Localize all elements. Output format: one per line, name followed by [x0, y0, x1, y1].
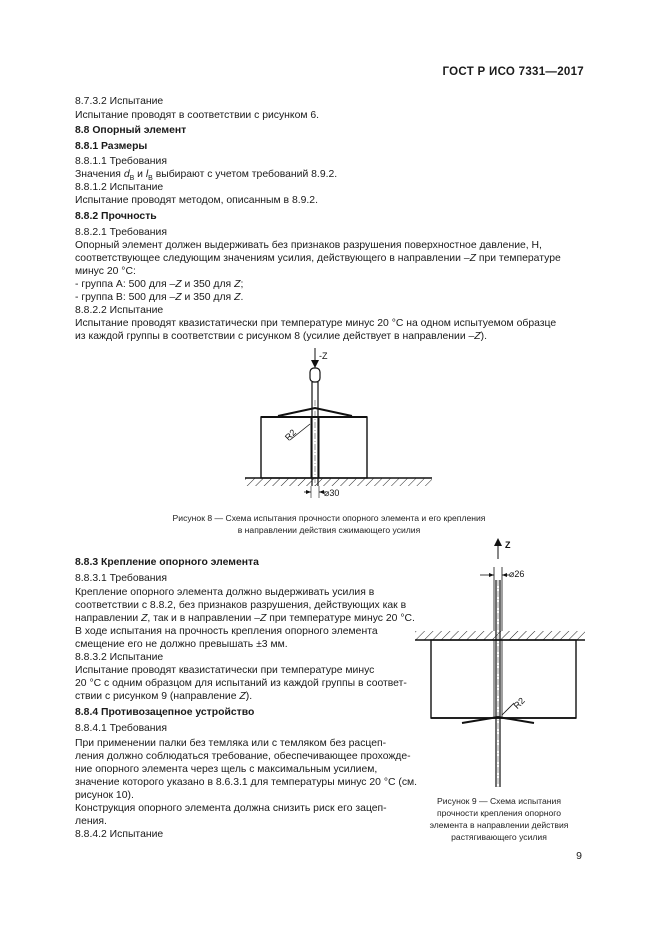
section-8-8-1-1-text: Значения $d_B$ и $l_B$ выбирают с учетом требований 8.9.2.	[75, 169, 338, 183]
section-8-8-3-2-line3: ствии с рисунком 9 (направление Z).	[75, 691, 253, 702]
section-8-8-4-2-title: 8.8.4.2 Испытание	[75, 829, 164, 840]
section-8-8-4-1-title: 8.8.4.1 Требования	[75, 723, 167, 734]
section-8-8-1-title: 8.8.1 Размеры	[75, 141, 148, 152]
figure-8-caption-line2: в направлении действия сжимающего усилия	[237, 525, 421, 535]
section-8-8-3-1-line2: соответствии с 8.8.2, без признаков разрушения, действующих как в	[75, 600, 407, 611]
section-8-8-3-1-line1: Крепление опорного элемента должно выдерживать усилия в	[75, 587, 375, 598]
section-8-8-4-1-line6: Конструкция опорного элемента должна снизить риск его зацеп-	[75, 803, 387, 814]
force-label: Z	[505, 540, 511, 550]
figure-9-caption-line4: растягивающего усилия	[451, 832, 547, 842]
force-arrow-head	[311, 360, 319, 368]
section-8-8-2-2-line1: Испытание проводят квазистатически при температуре минус 20 °C на одном испытуемом образце	[75, 318, 557, 329]
figure-9-diagram	[410, 535, 590, 795]
section-8-8-3-1-title: 8.8.3.1 Требования	[75, 573, 167, 584]
diameter-label: ⌀26	[509, 569, 525, 579]
figure-8-diagram	[240, 340, 440, 510]
section-8-8-4-1-line5: рисунок 10).	[75, 790, 134, 801]
section-8-8-2-1-line2: соответствующее следующим значениям усилия, действующего в направлении –Z при температуре	[75, 253, 561, 264]
section-8-8-1-1-title: 8.8.1.1 Требования	[75, 156, 167, 167]
section-8-8-3-1-line5: смещение его не должно превышать ±3 мм.	[75, 639, 288, 650]
test-box	[431, 640, 576, 718]
section-8-8-4-1-line7: ления.	[75, 816, 107, 827]
section-8-8-4-1-line2: ления должно соблюдаться требование, обеспечивающее прохожде-	[75, 751, 411, 762]
test-box	[261, 417, 367, 478]
force-label: -Z	[319, 351, 328, 361]
section-8-8-4-1-line1: При применении палки без темляка или с темляком без расцеп-	[75, 738, 387, 749]
section-8-8-1-2-text: Испытание проводят методом, описанным в 8.9.2.	[75, 195, 318, 206]
section-8-8-2-title: 8.8.2 Прочность	[75, 211, 157, 222]
section-8-8-3-1-line3: направлении Z, так и в направлении –Z при температуре минус 20 °C.	[75, 613, 415, 624]
figure-9-caption-line2: прочности крепления опорного	[436, 808, 562, 818]
document-header: ГОСТ Р ИСО 7331—2017	[442, 66, 584, 78]
section-8-7-3-2-title: 8.7.3.2 Испытание	[75, 96, 164, 107]
section-8-8-3-1-line4: В ходе испытания на прочность крепления опорного элемента	[75, 626, 378, 637]
section-8-8-1-2-title: 8.8.1.2 Испытание	[75, 182, 164, 193]
section-8-8-4-1-line3: ние опорного элемента через щель с максимальным усилием,	[75, 764, 378, 775]
section-8-8-3-title: 8.8.3 Крепление опорного элемента	[75, 557, 259, 568]
section-8-8-3-2-line2: 20 °C с одним образцом для испытаний из каждой группы в соответ-	[75, 678, 407, 689]
section-8-8-4-title: 8.8.4 Противозацепное устройство	[75, 707, 255, 718]
group-a-item: - группа A: 500 для –Z и 350 для Z;	[75, 279, 244, 290]
figure-9-caption-line3: элемента в направлении действия	[429, 820, 569, 830]
page-number: 9	[576, 850, 582, 862]
figure-9-caption-line1: Рисунок 9 — Схема испытания	[437, 796, 561, 806]
section-8-8-2-1-title: 8.8.2.1 Требования	[75, 227, 167, 238]
section-8-8-2-2-line2: из каждой группы в соответствии с рисунком 8 (усилие действует в направлении –Z).	[75, 331, 488, 342]
section-8-8-4-1-line4: значение которого указано в 8.6.3.1 для температуры минус 20 °C (см.	[75, 777, 418, 788]
section-8-8-2-1-line1: Опорный элемент должен выдерживать без признаков разрушения поверхностное давление, H,	[75, 240, 542, 251]
figure-8-caption-line1: Рисунок 8 — Схема испытания прочности опорного элемента и его крепления	[172, 513, 486, 523]
force-arrow-head	[494, 538, 502, 546]
radius-label: R2	[511, 695, 527, 711]
section-8-8-3-2-title: 8.8.3.2 Испытание	[75, 652, 164, 663]
section-8-8-2-2-title: 8.8.2.2 Испытание	[75, 305, 164, 316]
section-8-8-title: 8.8 Опорный элемент	[75, 125, 187, 136]
section-8-8-2-1-line3: минус 20 °C:	[75, 266, 136, 277]
section-8-7-3-2-text: Испытание проводят в соответствии с рисунком 6.	[75, 110, 320, 121]
group-b-item: - группа B: 500 для –Z и 350 для Z.	[75, 292, 244, 303]
diameter-label: ⌀30	[324, 488, 340, 498]
section-8-8-3-2-line1: Испытание проводят квазистатически при температуре минус	[75, 665, 375, 676]
radius-label: R2	[282, 427, 299, 443]
pole-top	[310, 368, 320, 382]
